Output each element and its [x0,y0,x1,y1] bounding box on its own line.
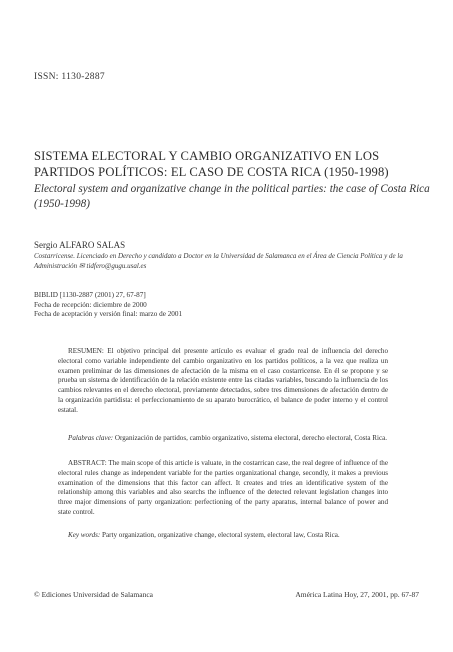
resumen-paragraph: RESUMEN: El objetivo principal del presente artículo es evaluar el grado real de influencia del derecho electoral como variable independiente del cambio organizativo en los partidos políticos, a la vez que realiza un examen preliminar de las dimensiones de afectación de la misma en el caso costarricense. En él se propone y se prueba un sistema de identificación de la relación existente entre las citadas variables, buscando la influencia de los cambios relevantes en el derecho electoral, previamente detectados, sobre tres dimensiones de afectación dentro de la organización partidista: el perfeccionamiento de su aparato burocrático, el balance de poder interno y el control estatal. [58,347,388,414]
author-name: Sergio ALFARO SALAS [34,240,126,250]
author-affiliation: Costarricense. Licenciado en Derecho y candidato a Doctor en la Universidad de Salamanca en el Área de Ciencia Política y de la Administración ✉ tidfero@gugu.usal.es [34,252,403,270]
palabras-clave-text: Organización de partidos, cambio organizativo, sistema electoral, derecho electoral, Costa Rica. [114,434,388,442]
key-words [58,531,388,541]
issn-line: ISSN: 1130-2887 [34,72,105,82]
abstract-paragraph: ABSTRACT: The main scope of this article is valuate, in the costarrican case, the real degree of influence of the electoral rules change as independent variable for the parties organizational change, secondly, it makes a previous examination of the dimensions that this factor can affect. It creates and tries an identificative system of the relationship among this variables and also searchs the influence of the detected relevant legislation changes into three major dimensions of party organization: perfectioning of the party aparatus, internal balance of power and state control. [58,459,388,516]
article-subtitle: Electoral system and organizative change in the political parties: the case of Costa Rica (1950-1998) [34,183,430,210]
footer-citation: América Latina Hoy, 27, 2001, pp. 67-87 [295,590,419,599]
accepted-date: Fecha de aceptación y versión final: marzo de 2001 [34,310,183,319]
key-words-text: Party organization, organizative change, electoral system, electoral law, Costa Rica. [102,531,340,539]
footer-publisher: © Ediciones Universidad de Salamanca [34,590,153,599]
biblid-line: BIBLID [1130-2887 (2001) 27, 67-87] [34,291,146,299]
palabras-clave-label: Palabras clave: [68,434,114,442]
palabras-clave [58,434,388,444]
biblio-block [34,291,394,320]
received-date: Fecha de recepción: diciembre de 2000 [34,300,147,309]
key-words-label: Key words: [68,531,101,539]
article-title: SISTEMA ELECTORAL Y CAMBIO ORGANIZATIVO EN LOS PARTIDOS POLÍTICOS: EL CASO DE COSTA RICA (1950-1998) [34,149,389,179]
